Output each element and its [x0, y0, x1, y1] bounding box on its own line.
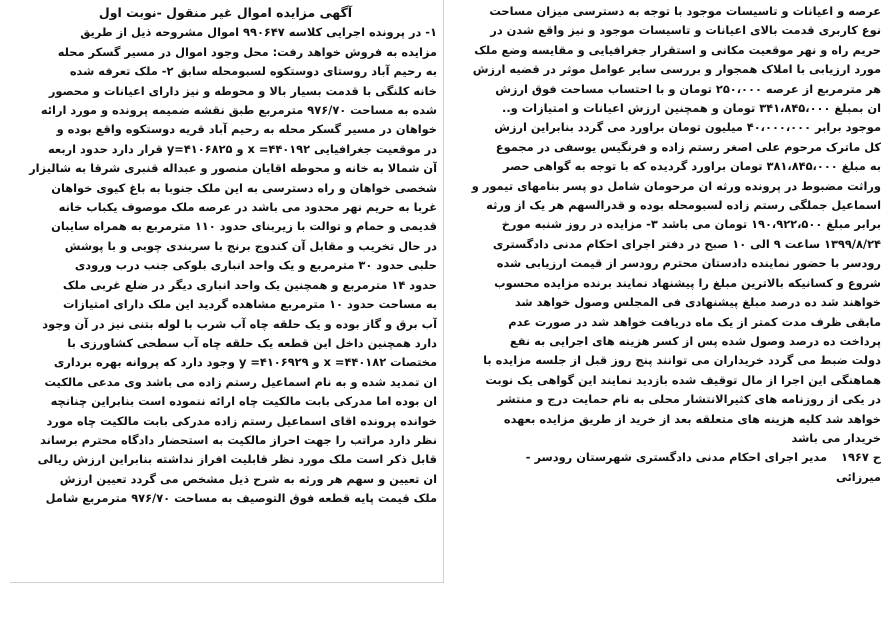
- signature-code: ح ۱۹۶۷: [841, 450, 881, 465]
- text-line: حریم راه و نهر موقعیت مکانی و استقرار جغرافیایی و مقایسه وضع ملک: [474, 42, 881, 57]
- text-line: پرداخت ده درصد وصول شده پس از کسر هزینه های اجرایی به نفع: [509, 333, 881, 348]
- text-line: عرصه و اعیانات و تاسیسات موجود با توجه به دسترسی میزان مساحت: [489, 4, 881, 18]
- text-line: کل ماترک مرحوم علی اصغر رستم زاده و فرنگیس یوسفی در مجموع: [495, 139, 881, 154]
- text-line: به رحیم آباد روستای دوستکوه لسبومحله سابق ۲- ملک تعرفه شده: [69, 64, 437, 79]
- text-line: مزایده به فروش خواهد رفت: محل وجود اموال در مسیر گسکر محله: [57, 44, 437, 59]
- notice-title: آگهی مزایده اموال غیر منقول -نوبت اول: [98, 5, 353, 20]
- text-line: در یکی از روزنامه های کثیرالانتشار محلی به نام حمایت درج و منتشر: [497, 392, 881, 407]
- text-line: خواهد شد کلیه هزینه های متعلقه بعد از خرید از طریق مزایده بعهده: [503, 411, 881, 426]
- text-line: ان تعیین و سهم هر ورثه به شرح ذیل مشخص می گردد تعیین ارزش: [59, 471, 437, 486]
- text-line: در حال تخریب و مقابل آن کندوج برنج با سربندی چوبی و با پوشش: [64, 238, 437, 253]
- text-line: آن شمالا به خانه و محوطه اقایان منصور و عبداله قنبری شرقا به شالیزار: [29, 161, 437, 176]
- left-column-body: [14, 23, 437, 508]
- text-line: ان بمبلغ ۳۴۱،۸۴۵،۰۰۰ تومان و همچنین ارزش اعیانات و امتیازات و..: [502, 101, 881, 116]
- text-line: قدیمی و حمام و توالت با زیربنای حدود ۱۱۰ مترمربع به همراه سایبان: [51, 219, 437, 234]
- text-line: شخصی خواهان و راه دسترسی به این ملک جنوبا به باغ کیوی خواهان: [51, 180, 437, 195]
- text-line: دولت ضبط می گردد خریداران می توانند پنج روز قبل از جلسه مزایده با: [483, 353, 881, 368]
- text-line: رودسر با حضور نماینده دادستان محترم رودسر از قیمت ارزیابی شده: [496, 256, 881, 271]
- text-line: ان بوده اما مدرکی بابت مالکیت چاه ارائه ننموده است بنابراین چنانچه: [50, 394, 437, 409]
- text-line: آب برق و گاز بوده و یک حلقه چاه آب شرب با لوله بتنی نیز در آن وجود: [42, 316, 437, 331]
- text-line: در موقعیت جغرافیایی ۴۴۰۱۹۲= x و ۴۱۰۶۸۲۵=y قرار دارد حدود اربعه: [48, 141, 437, 156]
- text-line: اسماعیل جملگی رستم زاده لسبومحله بوده و قدرالسهم هر یک از ورثه: [486, 198, 881, 213]
- text-line: خواهند شد ده درصد مبلغ پیشنهادی فی المجلس وصول خواهد شد: [514, 295, 881, 310]
- signature-line: [453, 448, 881, 467]
- text-line: ۱۳۹۹/۸/۲۴ ساعت ۹ الی ۱۰ صبح در دفتر اجرای احکام مدنی دادگستری: [492, 236, 881, 251]
- left-column: [10, 0, 444, 583]
- text-line: غربا به حریم نهر محدود می باشد در عرصه ملک موصوف یکباب خانه: [58, 200, 437, 215]
- text-line: حلبی حدود ۳۰ مترمربع و یک واحد انباری بلوکی جنب درب ورودی: [74, 258, 437, 273]
- text-line: خواهان در مسیر گسکر محله به رحیم آباد قریه دوستکوه واقع بوده و: [56, 122, 437, 137]
- text-line: حدود ۱۴ مترمربع و همچنین یک واحد انباری دیگر در ضلع غربی ملک: [62, 277, 437, 292]
- text-line: نظر دارد مراتب را جهت احراز مالکیت به استحضار دادگاه محترم برساند: [40, 432, 437, 447]
- text-line: ۱- در پرونده اجرایی کلاسه ۹۹۰۶۴۷ اموال مشروحه ذیل از طریق: [80, 25, 437, 40]
- signature-name: میرزائی: [835, 469, 881, 484]
- text-line: خانه کلنگی با قدمت بسیار بالا و محوطه و نیز دارای اعیانات و محصور: [48, 83, 437, 98]
- text-line: وراثت مضبوط در پرونده ورثه ان مرحومان شامل دو پسر بنامهای تیمور و: [471, 178, 881, 193]
- text-line: خوانده پرونده اقای اسماعیل رستم زاده مدرکی بابت مالکیت چاه مورد: [46, 413, 437, 428]
- text-line: به مبلغ ۳۸۱،۸۴۵،۰۰۰ تومان براورد گردیده که با توجه به گواهی حصر: [503, 159, 881, 174]
- text-line: قابل ذکر است ملک مورد نظر قابلیت افراز نداشته بنابراین ارزش ریالی: [37, 452, 437, 467]
- text-line: شروع و کسانیکه بالاترین مبلغ را پیشنهاد نمایند برنده مزایده محسوب: [494, 275, 881, 290]
- text-line: دارد همچنین داخل این قطعه یک حلقه چاه آب سطحی کشاورزی با: [67, 335, 437, 350]
- text-line: شده به مساحت ۹۷۶/۷۰ مترمربع طبق نقشه ضمیمه پرونده و مورد ارائه: [40, 103, 437, 118]
- text-line: خریدار می باشد: [791, 430, 881, 445]
- text-line: موجود برابر ۴۰،۰۰۰،۰۰۰ میلیون تومان براورد می گردد بنابراین ارزش: [494, 120, 881, 135]
- text-line: ان تمدید شده و به نام اسماعیل رستم زاده می باشد وی مدعی مالکیت: [44, 374, 437, 389]
- text-line: ملک قیمت پایه قطعه فوق التوصیف به مساحت ۹۷۶/۷۰ مترمربع شامل: [45, 491, 437, 506]
- text-line: هر مترمربع از عرصه ۲۵۰،۰۰۰ تومان و با احتساب مساحت فوق ارزش: [495, 81, 881, 96]
- text-line: نوع کاربری قدمت بالای اعیانات و تاسیسات موجود و نیز واقع شدن در: [490, 23, 881, 38]
- text-line: مورد ارزیابی با املاک همجوار و بررسی سایر عوامل موثر در قضیه ارزش: [472, 62, 881, 77]
- text-line: هماهنگی این اجرا از مال توقیف شده بازدید نمایند این گواهی یک نوبت: [485, 372, 881, 387]
- text-line: برابر مبلغ ۱۹۰،۹۲۲،۵۰۰ تومان می باشد ۳- مزایده در روز شنبه مورخ: [501, 217, 881, 232]
- text-line: به مساحت حدود ۱۰ مترمربع مشاهده گردید این ملک دارای امتیازات: [62, 297, 437, 312]
- right-column: [449, 0, 887, 618]
- text-line: مختصات ۴۴۰۱۸۲= x و ۴۱۰۶۹۲۹= y وجود دارد که پروانه بهره برداری: [53, 355, 437, 370]
- right-column-body: [453, 2, 881, 448]
- signature-text: مدیر اجرای احکام مدنی دادگستری شهرستان رودسر -: [525, 450, 827, 465]
- text-line: مابقی ظرف مدت کمتر از یک ماه دریافت خواهد شد در صورت عدم: [508, 314, 881, 329]
